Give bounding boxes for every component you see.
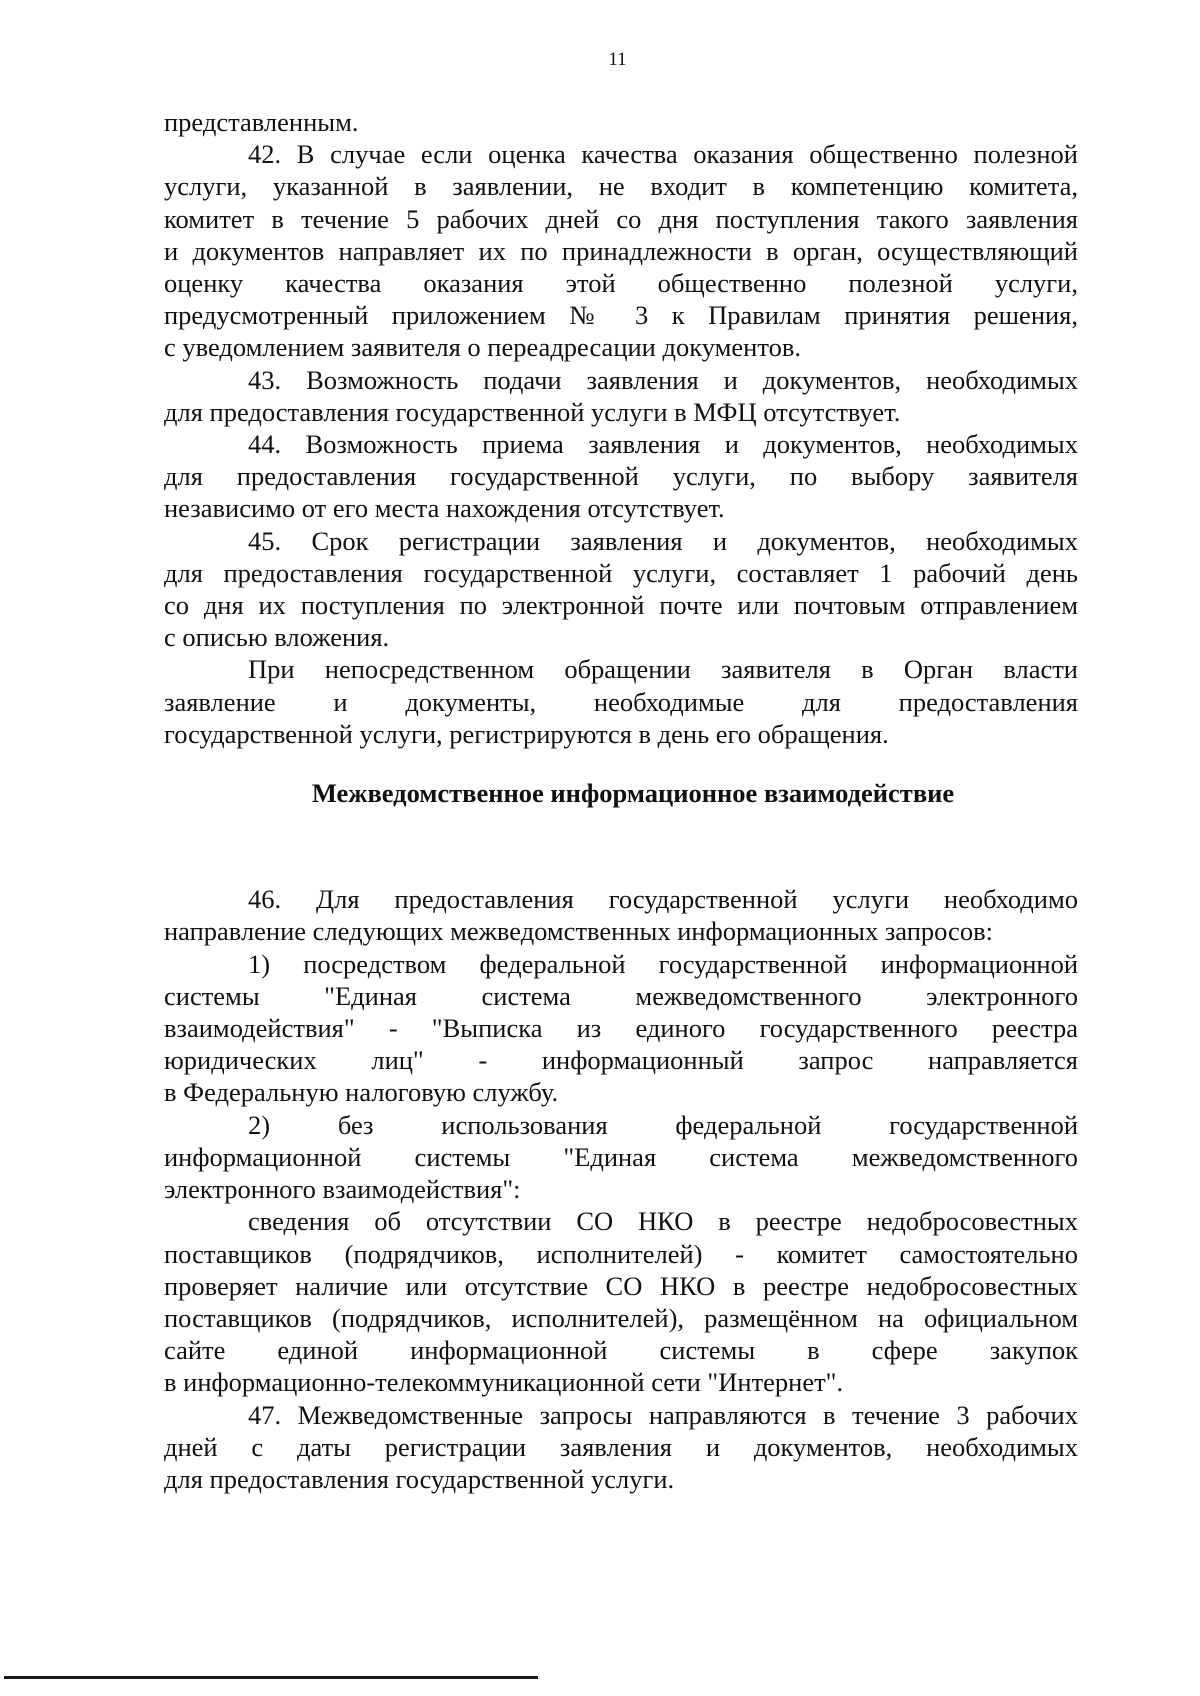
text-line: сведения об отсутствии СО НКО в реестре недобросовестных: [248, 1206, 1078, 1237]
text-line: 42. В случае если оценка качества оказания общественно полезной: [248, 139, 1078, 170]
text-line: 2) без использования федеральной государственной: [248, 1109, 1078, 1140]
text-line: предусмотренный приложением № 3 к Правилам принятия решения,: [164, 300, 1078, 331]
footer-rule: [4, 1676, 538, 1679]
text-line: представленным.: [164, 107, 359, 137]
text-line: со дня их поступления по электронной почте или почтовым отправлением: [164, 590, 1078, 621]
text-line: проверяет наличие или отсутствие СО НКО в реестре недобросовестных: [164, 1270, 1078, 1301]
section-heading: Межведомственное информационное взаимодействие: [311, 778, 955, 809]
document-body: [164, 106, 1078, 1495]
text-line: системы "Единая система межведомственного электронного: [164, 980, 1078, 1011]
text-line: и документов направляет их по принадлежности в орган, осуществляющий: [164, 235, 1078, 266]
text-line: 44. Возможность приема заявления и документов, необходимых: [248, 429, 1078, 460]
text-line: электронного взаимодействия":: [164, 1174, 521, 1205]
text-line: 45. Срок регистрации заявления и документов, необходимых: [248, 525, 1078, 556]
text-line: поставщиков (подрядчиков, исполнителей), размещённом на официальном: [164, 1302, 1078, 1333]
text-line: поставщиков (подрядчиков, исполнителей) - комитет самостоятельно: [164, 1238, 1078, 1269]
text-line: информационной системы "Единая система межведомственного: [164, 1141, 1078, 1172]
text-line: заявление и документы, необходимые для предоставления: [164, 686, 1078, 717]
text-line: с описью вложения.: [164, 622, 390, 653]
text-line: направление следующих межведомственных информационных запросов:: [164, 916, 993, 947]
text-line: государственной услуги, регистрируются в день его обращения.: [164, 718, 889, 749]
text-line: для предоставления государственной услуги, по выбору заявителя: [164, 461, 1078, 492]
text-line: 46. Для предоставления государственной услуги необходимо: [248, 884, 1078, 915]
text-line: При непосредственном обращении заявителя в Орган власти: [248, 654, 1078, 685]
text-line: 43. Возможность подачи заявления и документов, необходимых: [248, 364, 1078, 395]
text-line: с уведомлением заявителя о переадресации документов.: [164, 332, 801, 363]
page-number: 11: [608, 49, 627, 70]
text-line: для предоставления государственной услуги в МФЦ отсутствует.: [164, 396, 901, 427]
text-line: комитет в течение 5 рабочих дней со дня поступления такого заявления: [164, 203, 1078, 234]
text-line: дней с даты регистрации заявления и документов, необходимых: [164, 1431, 1078, 1462]
text-line: для предоставления государственной услуги, составляет 1 рабочий день: [164, 557, 1078, 588]
text-line: 47. Межведомственные запросы направляются в течение 3 рабочих: [248, 1399, 1078, 1430]
text-line: сайте единой информационной системы в сфере закупок: [164, 1335, 1078, 1366]
text-line: для предоставления государственной услуги.: [164, 1463, 675, 1494]
text-line: в информационно-телекоммуникационной сети "Интернет".: [164, 1367, 844, 1398]
text-line: независимо от его места нахождения отсутствует.: [164, 493, 725, 524]
text-line: в Федеральную налоговую службу.: [164, 1077, 559, 1108]
text-line: оценку качества оказания этой общественно полезной услуги,: [164, 268, 1078, 299]
text-line: юридических лиц" - информационный запрос направляется: [164, 1045, 1078, 1076]
text-line: взаимодействия" - "Выписка из единого государственного реестра: [164, 1013, 1078, 1044]
text-line: услуги, указанной в заявлении, не входит в компетенцию комитета,: [164, 171, 1078, 202]
text-line: 1) посредством федеральной государственной информационной: [248, 948, 1078, 979]
